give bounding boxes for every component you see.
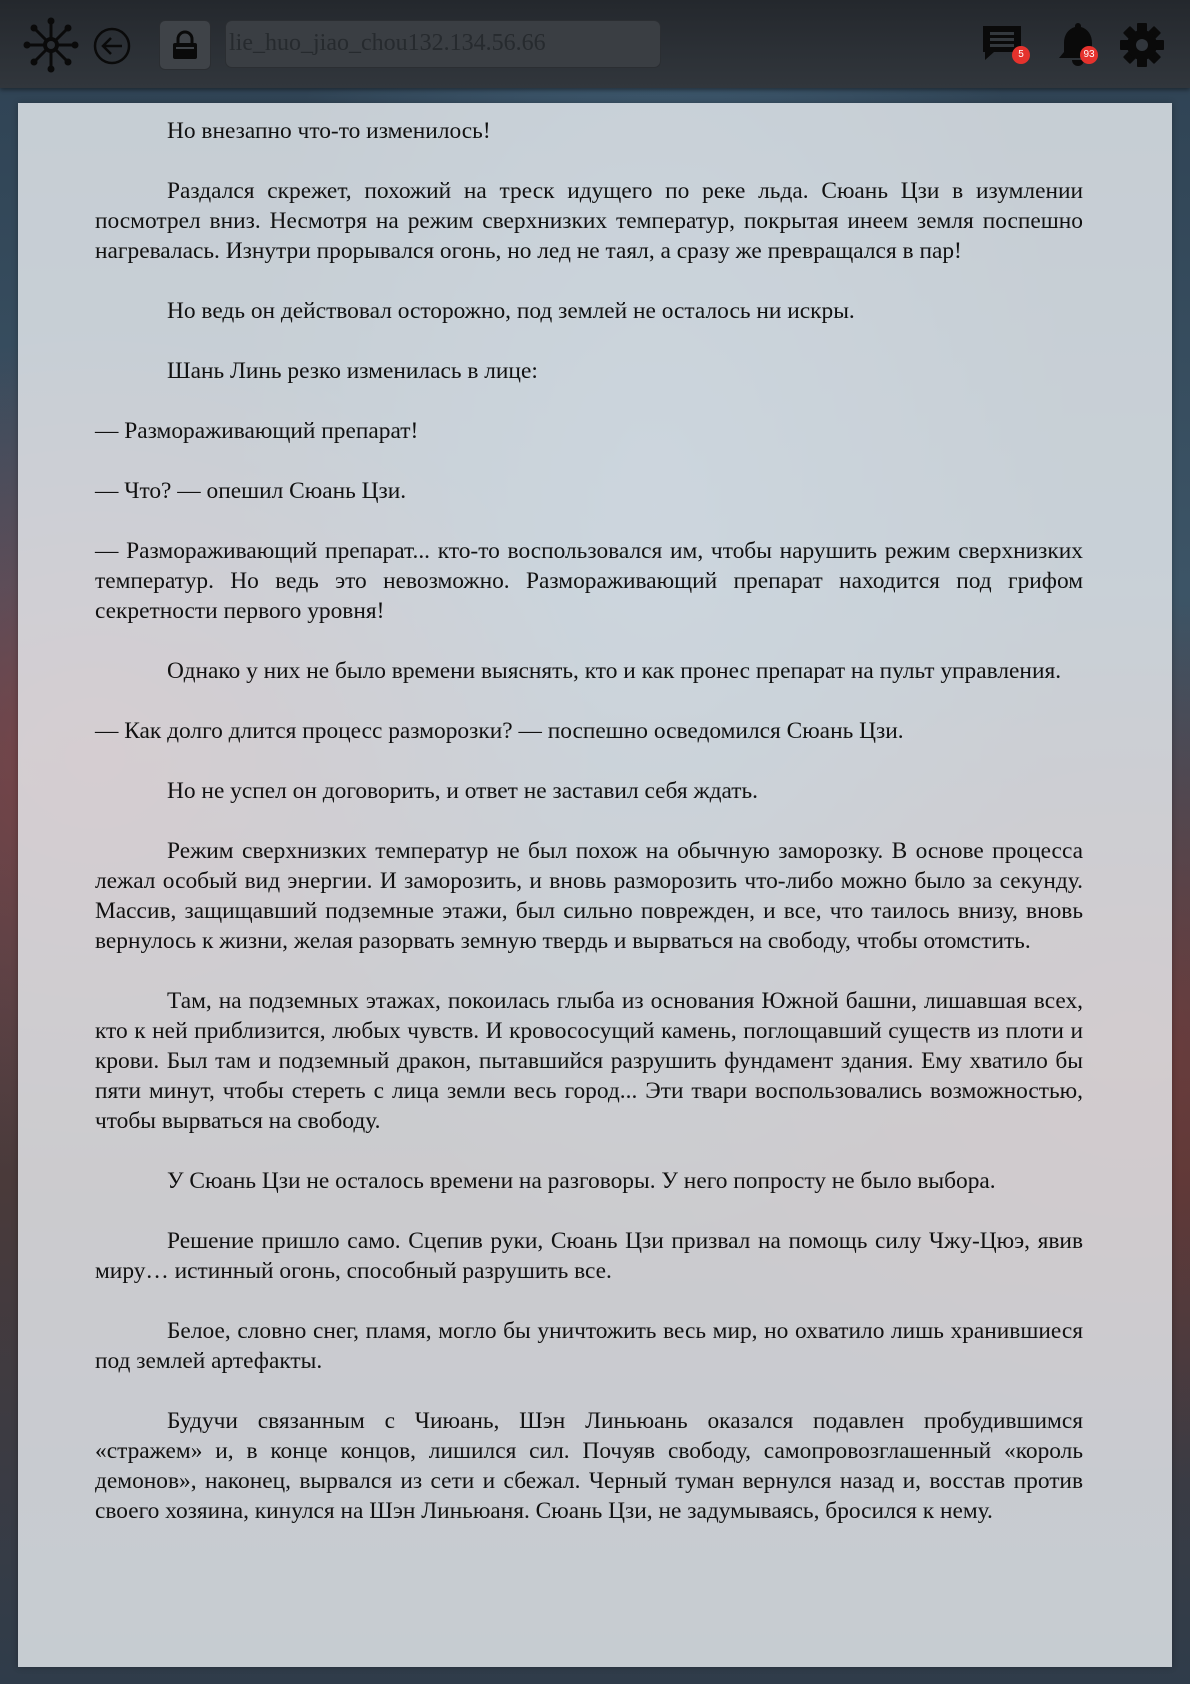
paragraph: Решение пришло само. Сцепив руки, Сюань Цзи призвал на помощь силу Чжу-Цюэ, явив миру… истинный огонь, способный разрушить все.: [95, 1228, 1083, 1284]
paragraph: Там, на подземных этажах, покоилась глыба из основания Южной башни, лишавшая всех, кто к ней приблизится, любых чувств. И кровососущий камень, поглощавший существ из плоти и крови. Был там и подземный дракон, пытавшийся разрушить фундамент здания. Ему хватило бы пяти минут, чтобы стереть с лица земли весь город... Эти твари воспользовались возможностью, чтобы вырваться на свободу.: [95, 988, 1083, 1134]
notifications-count-badge: 93: [1080, 46, 1098, 64]
lock-button[interactable]: [159, 20, 211, 70]
paragraph: Белое, словно снег, пламя, могло бы уничтожить весь мир, но охватило лишь хранившиеся под землей артефакты.: [95, 1318, 1083, 1374]
paragraph: Однако у них не было времени выяснять, кто и как пронес препарат на пульт управления.: [167, 658, 1062, 684]
reader-page: [18, 103, 1172, 1667]
address-bar[interactable]: [225, 20, 661, 68]
address-text: lie_huo_jiao_chou132.134.56.66: [229, 30, 546, 56]
paragraph: Режим сверхнизких температур не был похож на обычную заморозку. В основе процесса лежал особый вид энергии. И заморозить, и вновь разморозить что-либо можно было за секунду. Массив, защищавший подземные этажи, был сильно поврежден, и все, что таилось внизу, вновь вернулось к жизни, желая разорвать земную твердь и вырваться на свободу, чтобы отомстить.: [95, 838, 1083, 954]
paragraph: — Размораживающий препарат!: [95, 418, 419, 444]
network-hub-icon[interactable]: [22, 16, 80, 74]
paragraph: — Как долго длится процесс разморозки? — поспешно осведомился Сюань Цзи.: [95, 718, 904, 744]
paragraph: Но внезапно что-то изменилось!: [167, 118, 491, 144]
gear-icon[interactable]: [1119, 22, 1165, 68]
paragraph: Будучи связанным с Чиюань, Шэн Линьюань оказался подавлен пробудившимся «стражем» и, в конце концов, лишился сил. Почуяв свободу, самопровозглашенный «король демонов», наконец, вырвался из сети и сбежал. Черный туман вернулся назад и, восстав против своего хозяина, кинулся на Шэн Линьюаня. Сюань Цзи, не задумываясь, бросился к нему.: [95, 1408, 1083, 1524]
paragraph: У Сюань Цзи не осталось времени на разговоры. У него попросту не было выбора.: [167, 1168, 996, 1194]
paragraph: Но ведь он действовал осторожно, под землей не осталось ни искры.: [167, 298, 855, 324]
chapter-text: [95, 116, 1083, 1556]
messages-count-badge: 5: [1012, 46, 1030, 64]
paragraph: — Что? — опешил Сюань Цзи.: [95, 478, 407, 504]
back-arrow-icon[interactable]: [92, 26, 132, 66]
paragraph: Шань Линь резко изменилась в лице:: [167, 358, 538, 384]
top-toolbar: [0, 0, 1190, 88]
paragraph: — Размораживающий препарат... кто-то воспользовался им, чтобы нарушить режим сверхнизких температур. Но ведь это невозможно. Размораживающий препарат находится под грифом секретности первого уровня!: [95, 538, 1083, 624]
paragraph: Но не успел он договорить, и ответ не заставил себя ждать.: [167, 778, 759, 804]
lock-icon: [171, 30, 199, 60]
paragraph: Раздался скрежет, похожий на треск идущего по реке льда. Сюань Цзи в изумлении посмотрел вниз. Несмотря на режим сверхнизких температур, покрытая инеем земля поспешно нагревалась. Изнутри прорывался огонь, но лед не таял, а сразу же превращался в пар!: [95, 178, 1083, 264]
